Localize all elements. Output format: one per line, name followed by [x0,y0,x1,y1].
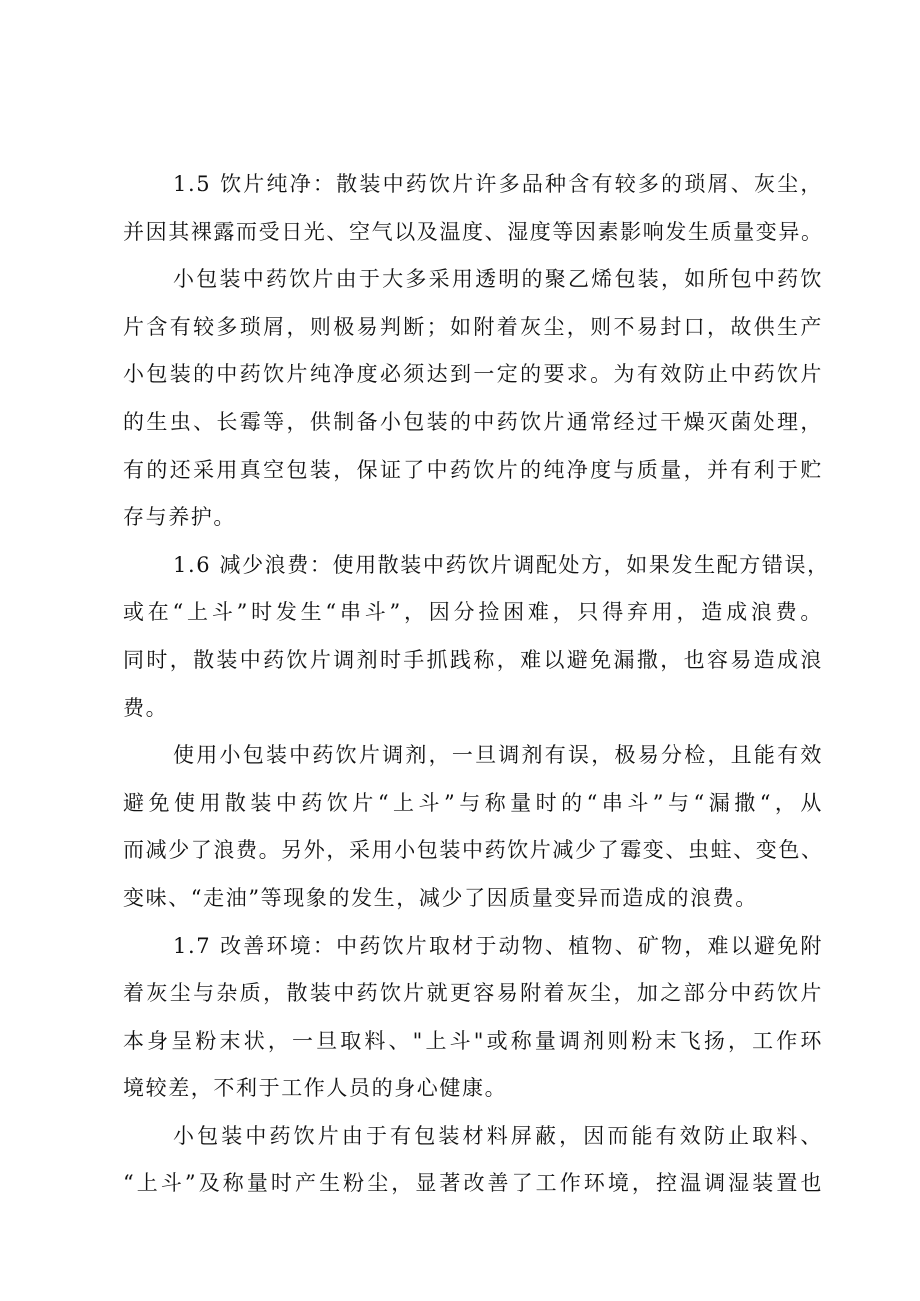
text-line: 的生虫、长霉等，供制备小包装的中药饮片通常经过干燥灭菌处理， [123,409,823,434]
text-line: 1.5 饮片纯净：散装中药饮片许多品种含有较多的琐屑、灰尘， [173,172,823,196]
text-line: 1.6 减少浪费：使用散装中药饮片调配处方，如果发生配方错误， [173,552,830,577]
text-line: 使用小包装中药饮片调剂，一旦调剂有误，极易分检，且能有效 [173,743,823,768]
text-line: 同时，散装中药饮片调剂时手抓践称，难以避免漏撒，也容易造成浪 [123,647,823,672]
body-text [123,161,830,1208]
text-line: 而减少了浪费。另外，采用小包装中药饮片减少了霉变、虫蛀、变色、 [123,838,824,863]
text-line: 小包装中药饮片由于有包装材料屏蔽，因而能有效防止取料、 [173,1123,823,1148]
text-line: 小包装中药饮片由于大多采用透明的聚乙烯包装，如所包中药饮 [173,267,823,292]
text-line: 小包装的中药饮片纯净度必须达到一定的要求。为有效防止中药饮片 [123,362,823,387]
text-line: 或在“上斗”时发生“串斗”，因分捡困难，只得弃用，造成浪费。 [123,600,823,625]
text-line: 本身呈粉末状，一旦取料、"上斗"或称量调剂则粉末飞扬，工作环 [123,1028,823,1053]
text-line: 着灰尘与杂质，散装中药饮片就更容易附着灰尘，加之部分中药饮片 [123,981,823,1006]
text-line: 避免使用散装中药饮片“上斗”与称量时的“串斗”与“漏撒“，从 [123,790,823,815]
text-line: 存与养护。 [123,505,236,530]
text-line: 费。 [123,695,169,720]
text-line: 片含有较多琐屑，则极易判断；如附着灰尘，则不易封口，故供生产 [123,314,823,339]
text-line: 变味、“走油”等现象的发生，减少了因质量变异而造成的浪费。 [123,885,758,910]
text-line: 1.7 改善环境：中药饮片取材于动物、植物、矿物，难以避免附 [173,933,823,958]
text-line: “上斗”及称量时产生粉尘，显著改善了工作环境，控温调湿装置也 [123,1171,823,1196]
text-line: 境较差，不利于工作人员的身心健康。 [123,1076,508,1101]
text-line: 有的还采用真空包装，保证了中药饮片的纯净度与质量，并有利于贮 [123,457,823,482]
text-line: 并因其裸露而受日光、空气以及温度、湿度等因素影响发生质量变异。 [123,219,824,244]
